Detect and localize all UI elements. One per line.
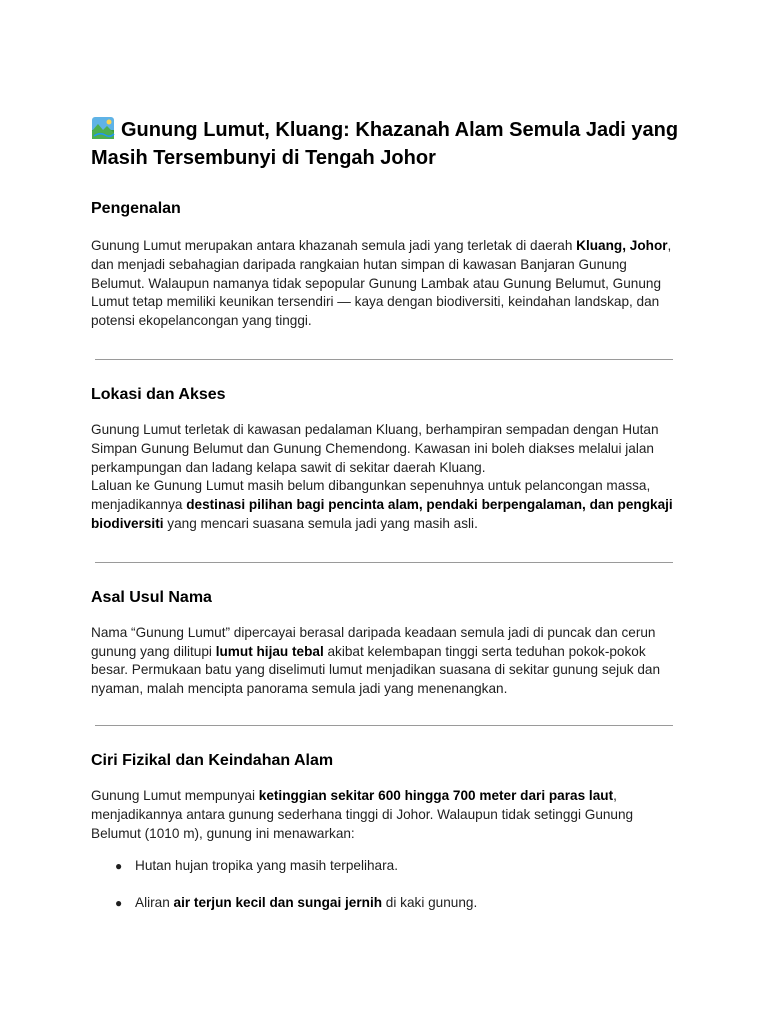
paragraph-ciri-fizikal [91, 787, 681, 843]
list-item-text: Hutan hujan tropika yang masih terpelihara. [135, 858, 398, 874]
bullet-icon: ● [115, 896, 123, 911]
list-item [91, 857, 681, 876]
text-run: Nama “Gunung Lumut” dipercayai berasal daripada keadaan semula jadi di puncak dan cerun gunung yang dilitupi [91, 624, 656, 659]
bold-text-run: Kluang, Johor [576, 238, 668, 253]
bold-text-run: air terjun kecil dan sungai jernih [173, 895, 383, 911]
heading-lokasi: Lokasi dan Akses [91, 385, 226, 403]
text-run: akibat kelembapan tinggi serta teduhan pokok-pokok besar. Permukaan batu yang diselimuti lumut menjadikan suasana di sekitar gunung sejuk dan nyaman, malah mencipta panorama semula jadi yang menenangkan. [91, 643, 661, 697]
page-title [91, 116, 681, 172]
text-run: Aliran [135, 895, 174, 911]
text-run: di kaki gunung. [382, 895, 478, 911]
bold-text-run: destinasi pilihan bagi pencinta alam, pendaki berpengalaman, dan pengkaji biodiversiti [91, 497, 673, 531]
bold-text-run: lumut hijau tebal [215, 643, 324, 659]
section-divider [95, 562, 673, 563]
section-divider [95, 359, 673, 360]
map-landscape-icon [91, 116, 115, 140]
paragraph-lokasi [91, 421, 681, 534]
heading-ciri-fizikal: Ciri Fizikal dan Keindahan Alam [91, 751, 334, 769]
text-run: , dan menjadi sebahagian daripada rangkaian hutan simpan di kawasan Banjaran Gunung Belumut. Walaupun namanya tidak sepopular Gunung Lambak atau Gunung Belumut, Gunung Lumut tetap memiliki keunikan tersendiri — kaya dengan biodiversiti, keindahan landskap, dan potensi ekopelancongan yang tinggi. [91, 238, 672, 329]
bold-text-run: ketinggian sekitar 600 hingga 700 meter dari paras laut [258, 787, 614, 803]
heading-pengenalan: Pengenalan [91, 200, 181, 217]
document-content [91, 116, 681, 913]
bullet-icon: ● [115, 859, 123, 874]
text-run: yang mencari suasana semula jadi yang masih asli. [163, 515, 478, 531]
feature-list [91, 857, 681, 913]
text-run: Gunung Lumut mempunyai [91, 787, 259, 803]
paragraph-asal-usul [91, 624, 681, 699]
section-divider [95, 725, 673, 726]
text-run: Gunung Lumut terletak di kawasan pedalaman Kluang, berhampiran sempadan dengan Hutan Simpan Gunung Belumut dan Gunung Chemendong. Kawasan ini boleh diakses melalui jalan perkampungan dan ladang kelapa sawit di sekitar daerah Kluang. [91, 421, 659, 475]
list-item [91, 894, 681, 913]
text-run: Laluan ke Gunung Lumut masih belum dibangunkan sepenuhnya untuk pelancongan massa, menjadikannya [91, 478, 651, 513]
heading-asal-usul: Asal Usul Nama [91, 588, 212, 606]
page-title-text: Gunung Lumut, Kluang: Khazanah Alam Semula Jadi yang Masih Tersembunyi di Tengah Johor [91, 119, 679, 169]
text-run: Gunung Lumut merupakan antara khazanah semula jadi yang terletak di daerah [91, 238, 577, 253]
paragraph-pengenalan [91, 237, 681, 331]
text-run: , menjadikannya antara gunung sederhana tinggi di Johor. Walaupun tidak setinggi Gunung Belumut (1010 m), gunung ini menawarkan: [91, 787, 634, 841]
